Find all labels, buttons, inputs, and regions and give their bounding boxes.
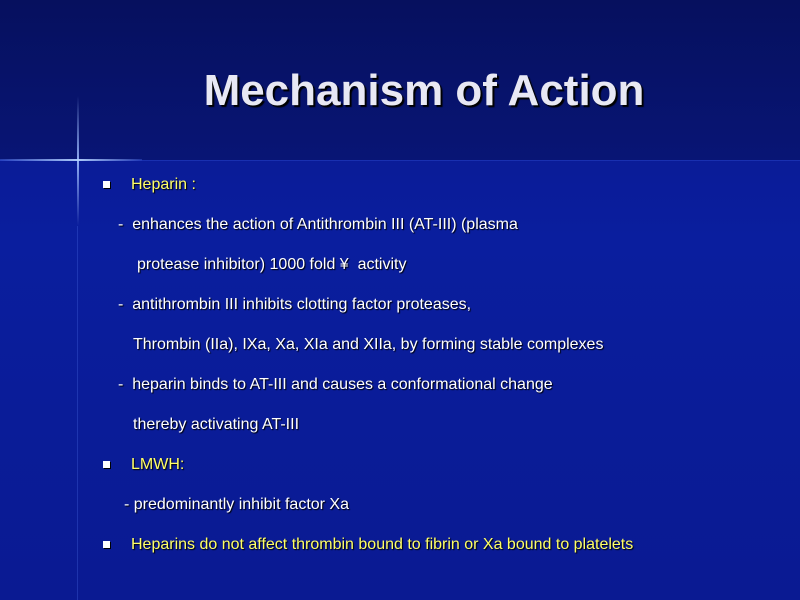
sub-item-binds: - heparin binds to AT-III and causes a conformational change bbox=[118, 376, 553, 393]
sub-item-inhibits: - antithrombin III inhibits clotting factor proteases, bbox=[118, 296, 472, 313]
decorative-horizontal-line bbox=[0, 159, 142, 161]
decorative-vertical-guide bbox=[77, 226, 78, 600]
decorative-horizontal-guide bbox=[142, 160, 800, 161]
bullet-square-icon bbox=[103, 461, 110, 468]
bullet-square-icon bbox=[103, 181, 110, 188]
bullet-heparin: Heparin : bbox=[131, 176, 196, 193]
bullet-heparins-fibrin: Heparins do not affect thrombin bound to fibrin or Xa bound to platelets bbox=[131, 536, 634, 553]
sub-item-enhances-cont: protease inhibitor) 1000 fold ¥ activity bbox=[137, 256, 407, 273]
bullet-square-icon bbox=[103, 541, 110, 548]
sub-item-binds-cont: thereby activating AT-III bbox=[133, 416, 300, 433]
sub-item-enhances: - enhances the action of Antithrombin III (AT-III) (plasma bbox=[118, 216, 518, 233]
bullet-lmwh: LMWH: bbox=[131, 456, 185, 473]
slide-title: Mechanism of Action bbox=[203, 66, 645, 115]
sub-item-lmwh: - predominantly inhibit factor Xa bbox=[124, 496, 349, 513]
sub-item-inhibits-cont: Thrombin (IIa), IXa, Xa, XIa and XIIa, by forming stable complexes bbox=[133, 336, 604, 353]
